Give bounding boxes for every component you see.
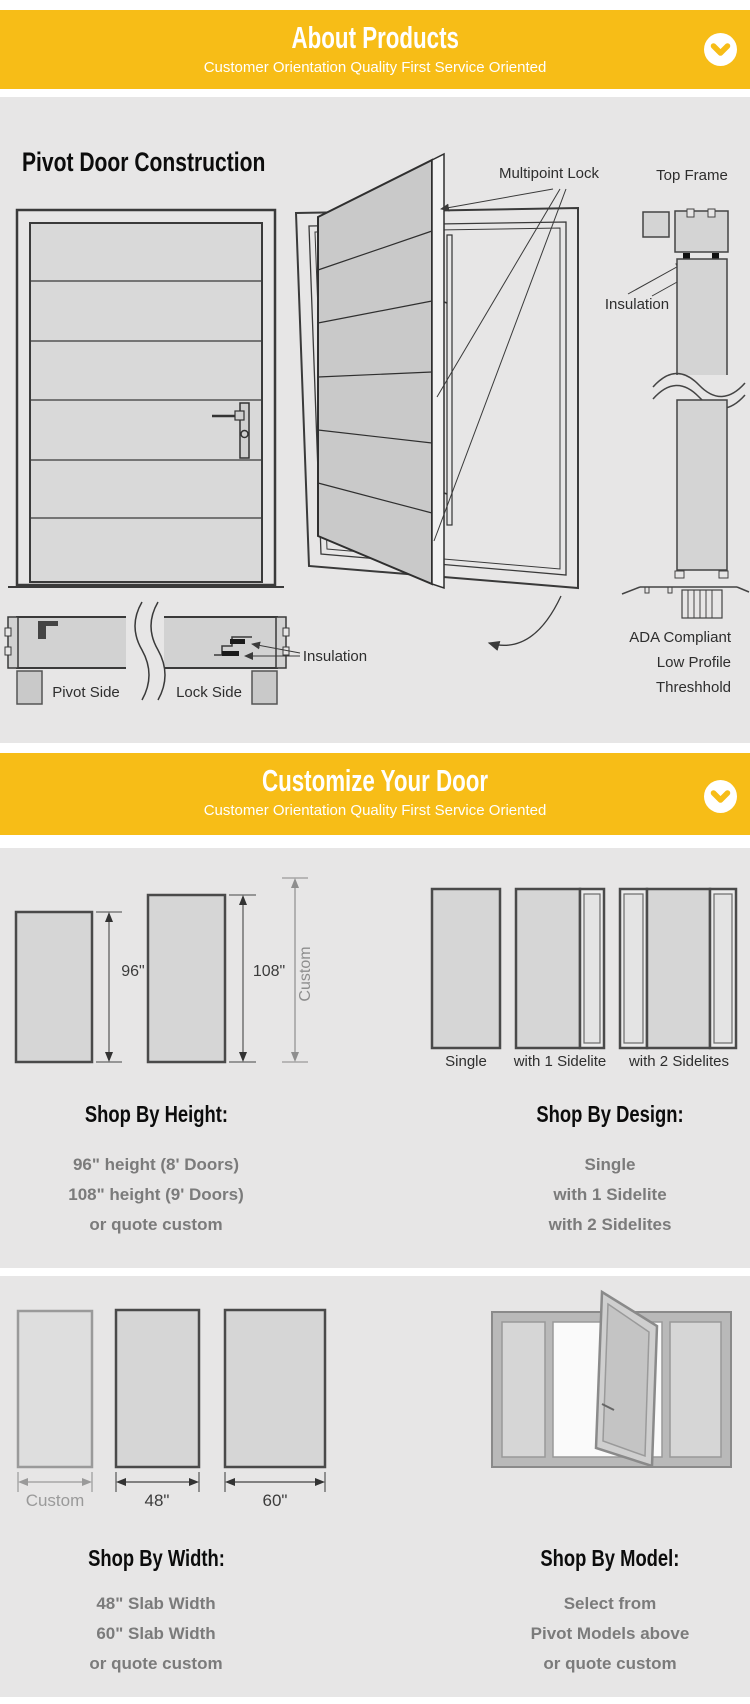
model-option-select: Select from: [563, 1594, 657, 1613]
shop-by-design-heading: Shop By Design:: [536, 1101, 684, 1127]
shop-by-width-heading: Shop By Width:: [87, 1545, 225, 1571]
open-pivot-door-drawing: [296, 154, 578, 645]
height-custom-label: Custom: [297, 946, 314, 1002]
width-option-custom: or quote custom: [89, 1654, 223, 1673]
construction-section: [0, 97, 750, 743]
threshold-label: ADA Compliant Low Profile Threshhold: [629, 629, 731, 696]
height-108-label: 108": [252, 963, 286, 980]
width-option-60: 60" Slab Width: [96, 1624, 216, 1643]
design-one-sidelite-drawing: [516, 889, 604, 1048]
insulation-top-label: Insulation: [604, 296, 670, 313]
door-108-drawing: [148, 895, 256, 1062]
height-design-section: [0, 848, 750, 1268]
customize-collapse-button[interactable]: [704, 780, 737, 813]
about-products-banner: [0, 10, 750, 89]
door-48-drawing: [116, 1310, 199, 1492]
banner-title: [0, 753, 750, 797]
width-option-48: 48" Slab Width: [96, 1594, 216, 1613]
banner-title-text: About Products: [291, 20, 459, 55]
shop-by-width-block: [0, 1544, 312, 1679]
shop-by-model-block: [454, 1544, 750, 1679]
banner-title: [0, 10, 750, 54]
width-60-label: 60": [262, 1491, 288, 1510]
height-option-96: 96" height (8' Doors): [72, 1155, 240, 1174]
shop-by-design-block: [454, 1100, 750, 1240]
banner-title-text: Customize Your Door: [261, 763, 489, 798]
height-option-108: 108" height (9' Doors): [68, 1185, 244, 1204]
height-96-label: 96": [121, 963, 145, 980]
design-two-sidelites-label: with 2 Sidelites: [628, 1053, 730, 1070]
pivot-model-drawing: [492, 1292, 731, 1467]
banner-subtitle: Customer Orientation Quality First Service Oriented: [203, 59, 547, 76]
design-option-two-sidelites: with 2 Sidelites: [548, 1215, 672, 1234]
door-96-drawing: [16, 912, 122, 1062]
pivot-side-label: Pivot Side: [52, 684, 120, 701]
design-single-label: Single: [445, 1053, 487, 1070]
chevron-down-icon: [704, 780, 737, 813]
design-single-drawing: [432, 889, 500, 1048]
shop-by-height-block: [0, 1100, 312, 1240]
door-60-drawing: [225, 1310, 325, 1492]
width-48-label: 48": [144, 1491, 170, 1510]
shop-by-height-heading: Shop By Height:: [84, 1101, 228, 1127]
banner-subtitle: Customer Orientation Quality First Service Oriented: [203, 802, 547, 819]
chevron-down-icon: [704, 33, 737, 66]
construction-heading: Pivot Door Construction: [22, 147, 266, 177]
lock-side-label: Lock Side: [176, 684, 242, 701]
width-custom-label: Custom: [25, 1491, 85, 1510]
top-frame-label: Top Frame: [656, 167, 728, 184]
model-option-custom: or quote custom: [543, 1654, 677, 1673]
multipoint-lock-label: Multipoint Lock: [498, 165, 600, 182]
top-frame-cross-section: [622, 209, 750, 618]
about-collapse-button[interactable]: [704, 33, 737, 66]
front-door-elevation: [8, 210, 284, 587]
customize-your-door-banner: [0, 753, 750, 835]
insulation-bottom-label: Insulation: [302, 648, 368, 665]
design-two-sidelites-drawing: [620, 889, 736, 1048]
height-option-custom: or quote custom: [89, 1215, 223, 1234]
model-option-pivot-models: Pivot Models above: [530, 1624, 690, 1643]
design-one-sidelite-label: with 1 Sidelite: [513, 1053, 607, 1070]
design-option-one-sidelite: with 1 Sidelite: [553, 1185, 667, 1204]
door-custom-width-drawing: [18, 1311, 92, 1492]
design-option-single: Single: [584, 1155, 636, 1174]
width-model-section: [0, 1276, 750, 1697]
shop-by-model-heading: Shop By Model:: [540, 1545, 680, 1571]
